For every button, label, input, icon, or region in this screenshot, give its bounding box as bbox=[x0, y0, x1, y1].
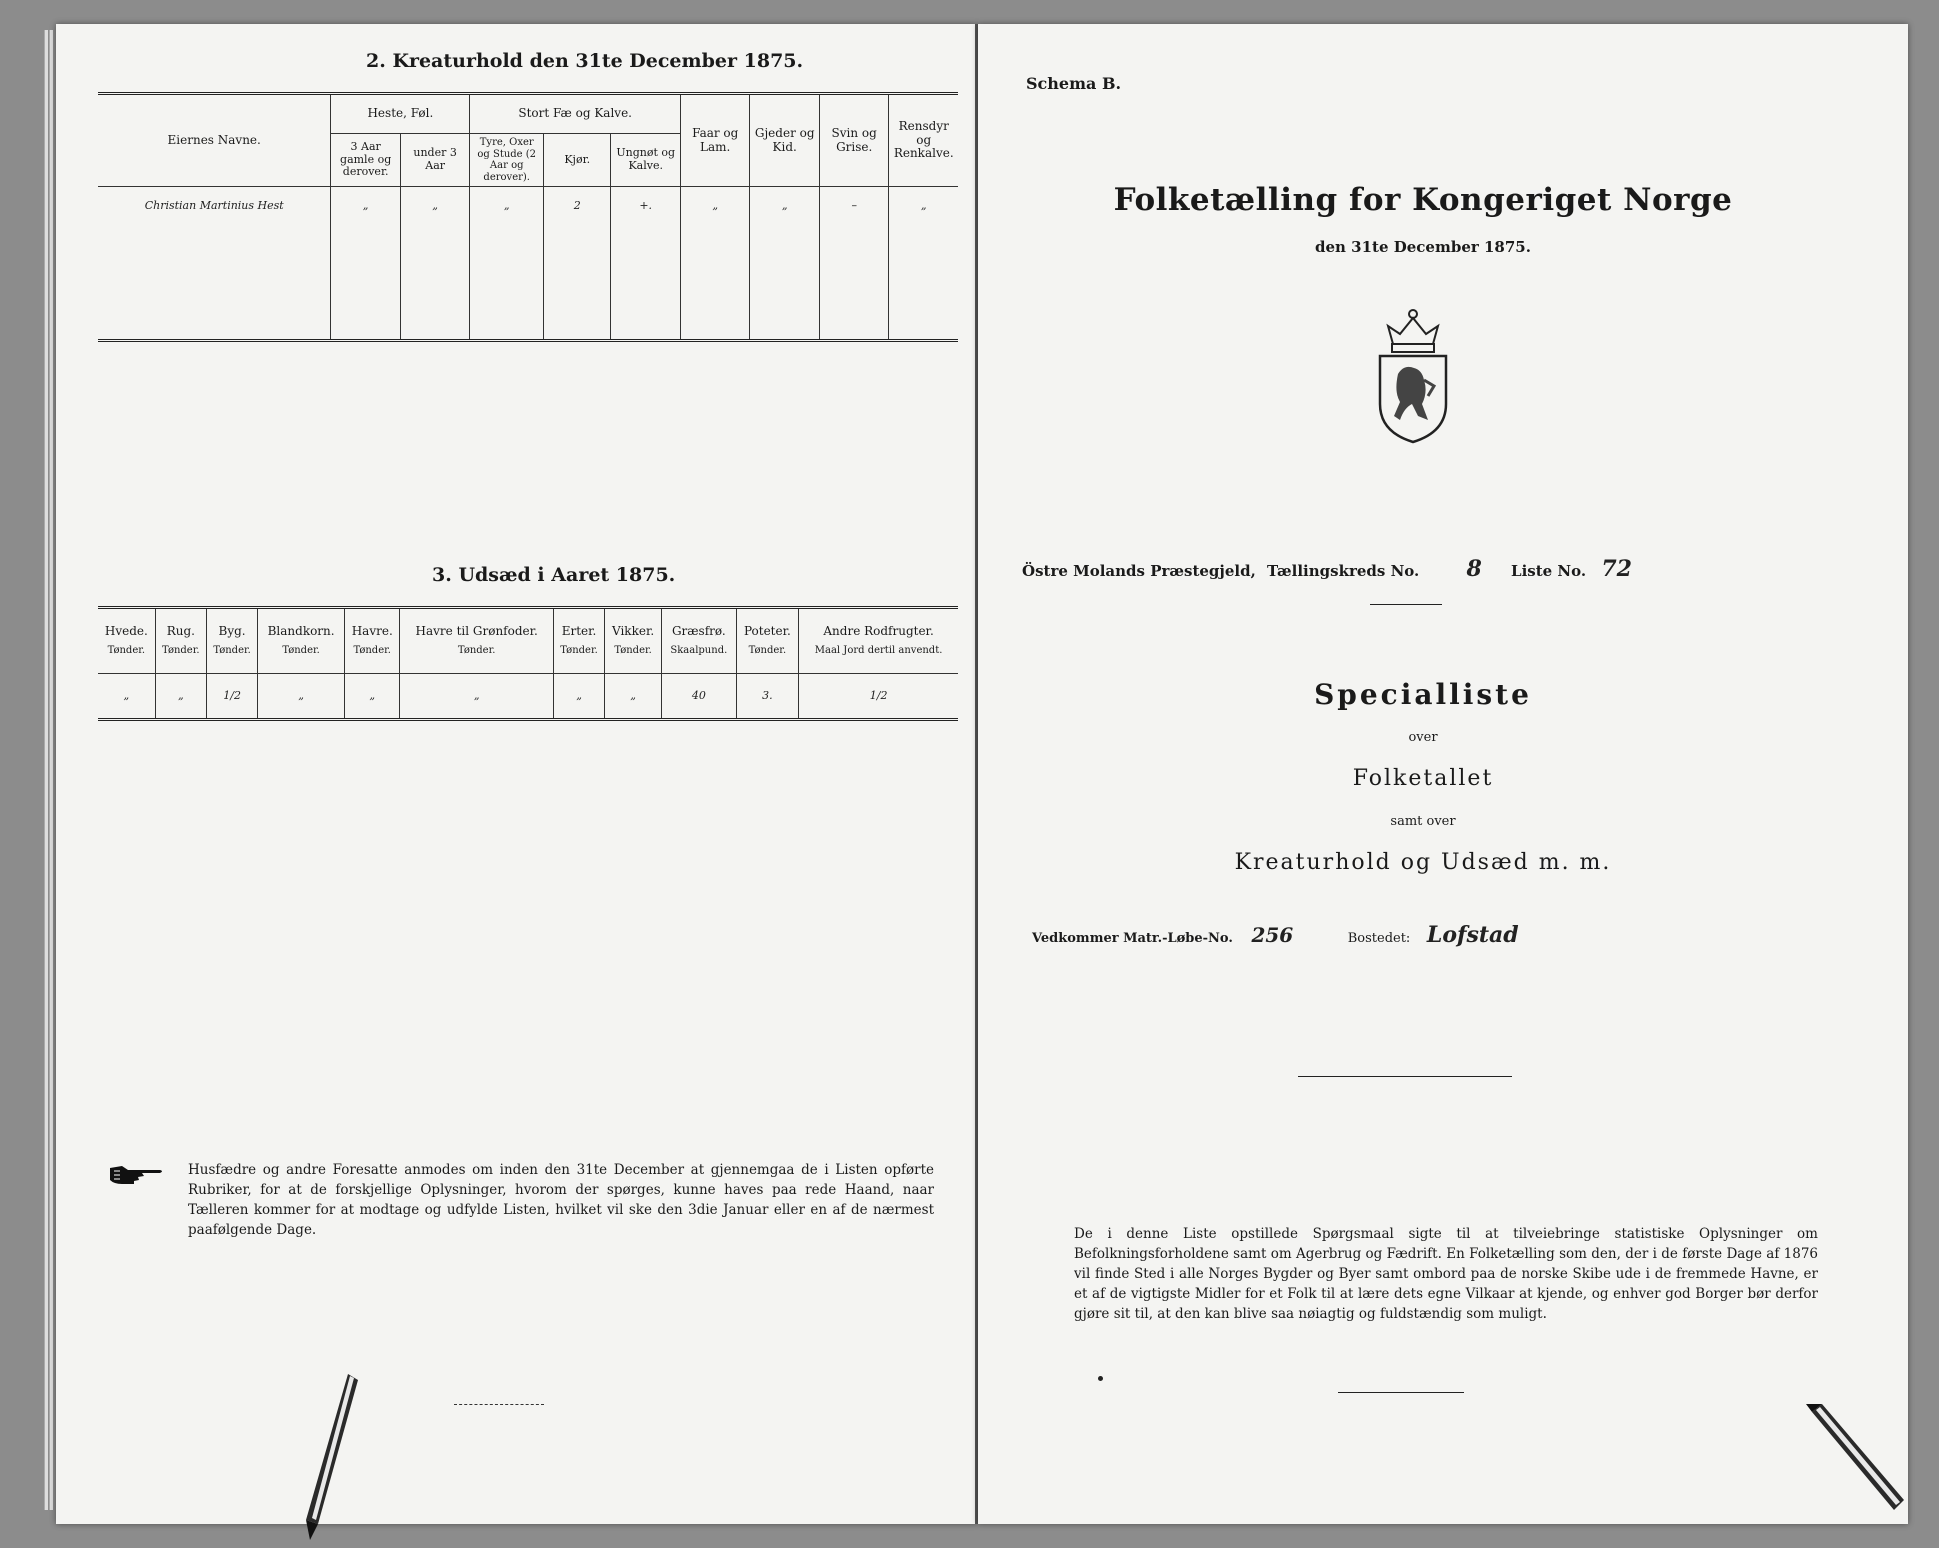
seed-col-name: Havre til Grønfoder. bbox=[415, 624, 538, 639]
seed-col-header bbox=[206, 608, 257, 674]
seed-value: „ bbox=[553, 674, 604, 720]
over-text: over bbox=[1408, 730, 1438, 745]
col-pigs: Svin og Grise. bbox=[819, 94, 889, 187]
cell-horses-under3: „ bbox=[400, 187, 470, 226]
seed-value: 40 bbox=[662, 674, 737, 720]
seed-col-name: Byg. bbox=[218, 624, 246, 639]
seed-col-unit: Maal Jord dertil anvendt. bbox=[814, 645, 943, 657]
table-row bbox=[98, 263, 958, 301]
cell-horses-3plus: „ bbox=[331, 187, 401, 226]
cell-sheep: „ bbox=[680, 187, 750, 226]
seed-col-name: Rug. bbox=[166, 624, 195, 639]
seed-col-name: Vikker. bbox=[612, 624, 655, 639]
seed-value: „ bbox=[258, 674, 345, 720]
seed-value: 3. bbox=[736, 674, 799, 720]
matr-line bbox=[1032, 922, 1519, 948]
col-goats: Gjeder og Kid. bbox=[750, 94, 820, 187]
col-cattle-bulls: Tyre, Oxer og Stude (2 Aar og derover). bbox=[470, 134, 544, 187]
cell-pigs: – bbox=[819, 187, 889, 226]
kreaturhold-text: Kreaturhold og Udsæd m. m. bbox=[1234, 850, 1612, 875]
seed-col-name: Andre Rodfrugter. bbox=[823, 624, 934, 639]
special-title: Specialliste bbox=[1314, 678, 1532, 711]
col-cattle-cows: Kjør. bbox=[544, 134, 611, 187]
seed-col-name: Hvede. bbox=[104, 624, 148, 639]
cell-goats: „ bbox=[750, 187, 820, 226]
seed-col-name: Havre. bbox=[351, 624, 393, 639]
seed-col-header bbox=[344, 608, 400, 674]
table-row bbox=[98, 225, 958, 263]
seed-col-header bbox=[155, 608, 206, 674]
seed-col-unit: Tønder. bbox=[457, 645, 496, 657]
col-horses-3plus: 3 Aar gamle og derover. bbox=[331, 134, 401, 187]
notice-text: Husfædre og andre Foresatte anmodes om inden den 31te December at gjennemgaa de i Listen opførte Rubriker, for at de forskjellige Oplysninger, hvorom der spørges, kunne haves paa rede Haand, naar Tælleren kommer for at modtage og udfylde Listen, hvilket vil ske den 3die Januar eller en af de nærmest paafølgende Dage. bbox=[188, 1162, 934, 1238]
cell-reindeer: „ bbox=[889, 187, 958, 226]
seed-col-unit: Tønder. bbox=[282, 645, 320, 657]
seed-col-header bbox=[98, 608, 155, 674]
seed-col-header bbox=[258, 608, 345, 674]
pen-icon bbox=[300, 1374, 360, 1548]
district-label: Tællingskreds No. bbox=[1267, 562, 1420, 580]
seed-col-name: Græsfrø. bbox=[671, 624, 726, 639]
seed-col-name: Poteter. bbox=[743, 624, 791, 639]
seed-value: „ bbox=[605, 674, 662, 720]
matr-label: Vedkommer Matr.-Løbe-No. bbox=[1032, 931, 1233, 946]
cell-cattle-bulls: „ bbox=[470, 187, 544, 226]
seed-col-header bbox=[553, 608, 604, 674]
folketallet-text: Folketallet bbox=[1352, 766, 1494, 791]
left-page bbox=[56, 24, 976, 1524]
table-row bbox=[98, 674, 958, 720]
pointing-hand-icon bbox=[108, 1162, 166, 1192]
divider bbox=[1370, 604, 1442, 605]
signature-line bbox=[454, 1404, 544, 1406]
signature-line bbox=[1338, 1392, 1464, 1393]
page-edge bbox=[49, 30, 53, 1510]
col-horses-under3: under 3 Aar bbox=[400, 134, 470, 187]
section3-title: 3. Udsæd i Aaret 1875. bbox=[432, 564, 676, 586]
owner-name: Christian Martinius Hest bbox=[98, 187, 331, 226]
col-cattle: Stort Fæ og Kalve. bbox=[470, 94, 681, 134]
district-line bbox=[1022, 556, 1632, 582]
samt-over-text: samt over bbox=[1390, 814, 1456, 829]
seed-col-header bbox=[605, 608, 662, 674]
pen-icon bbox=[1806, 1404, 1906, 1518]
seed-value: „ bbox=[344, 674, 400, 720]
census-date: den 31te December 1875. bbox=[1315, 238, 1531, 256]
page-edge bbox=[44, 30, 48, 1510]
list-number: 72 bbox=[1601, 556, 1632, 582]
cell-cattle-cows: 2 bbox=[544, 187, 611, 226]
seed-col-name: Erter. bbox=[561, 624, 597, 639]
list-label: Liste No. bbox=[1511, 562, 1587, 580]
seed-col-header bbox=[662, 608, 737, 674]
seed-col-unit: Tønder. bbox=[162, 645, 200, 657]
census-title: Folketælling for Kongeriget Norge bbox=[1113, 182, 1733, 218]
divider bbox=[1298, 1076, 1512, 1077]
table-row bbox=[98, 187, 958, 226]
livestock-table bbox=[98, 92, 958, 342]
district-number: 8 bbox=[1466, 556, 1482, 582]
matr-number: 256 bbox=[1251, 923, 1294, 947]
intro-paragraph: De i denne Liste opstillede Spørgsmaal sigte til at tilveiebringe statistiske Oplysninger om Befolkningsforholdene samt om Agerbrug og Fædrift. En Folketælling som den, der i de første Dage af 1876 vil finde Sted i alle Norges Bygder og Byer samt ombord paa de norske Skibe ude i de fremmede Havne, er et af de vigtigste Midler for et Folk til at lære dets egne Vilkaar at kjende, og enhver god Borger bør derfor gjøre sit til, at den kan blive saa nøiagtig og fuldstændig som muligt. bbox=[1074, 1226, 1818, 1322]
seed-col-header bbox=[400, 608, 553, 674]
coat-of-arms-icon bbox=[1368, 304, 1458, 448]
seed-value: 1/2 bbox=[799, 674, 958, 720]
table-row bbox=[98, 301, 958, 341]
seed-col-unit: Tønder. bbox=[614, 645, 652, 657]
col-sheep: Faar og Lam. bbox=[680, 94, 750, 187]
seed-col-unit: Tønder. bbox=[107, 645, 146, 657]
cell-cattle-young: +. bbox=[611, 187, 681, 226]
seed-value: „ bbox=[98, 674, 155, 720]
bostedet-label: Bostedet: bbox=[1347, 931, 1411, 946]
col-horses: Heste, Føl. bbox=[331, 94, 470, 134]
seed-col-unit: Tønder. bbox=[560, 645, 598, 657]
seed-col-unit: Tønder. bbox=[213, 645, 251, 657]
right-page bbox=[978, 24, 1908, 1524]
seed-value: „ bbox=[155, 674, 206, 720]
bostedet-value: Lofstad bbox=[1426, 922, 1519, 948]
dot-mark bbox=[1098, 1376, 1103, 1381]
col-owner: Eiernes Navne. bbox=[98, 94, 331, 187]
seed-table bbox=[98, 606, 958, 721]
section2-title: 2. Kreaturhold den 31te December 1875. bbox=[366, 50, 804, 72]
col-reindeer: Rensdyr og Renkalve. bbox=[889, 94, 958, 187]
seed-col-unit: Tønder. bbox=[353, 645, 391, 657]
seed-col-unit: Tønder. bbox=[748, 645, 787, 657]
seed-col-header bbox=[799, 608, 958, 674]
parish-label: Östre Molands Præstegjeld, bbox=[1022, 562, 1256, 580]
schema-label: Schema B. bbox=[1026, 74, 1122, 93]
seed-col-header bbox=[736, 608, 799, 674]
col-cattle-young: Ungnøt og Kalve. bbox=[611, 134, 681, 187]
seed-col-unit: Skaalpund. bbox=[670, 645, 728, 657]
seed-col-name: Blandkorn. bbox=[267, 624, 335, 639]
seed-value: „ bbox=[400, 674, 553, 720]
seed-value: 1/2 bbox=[206, 674, 257, 720]
